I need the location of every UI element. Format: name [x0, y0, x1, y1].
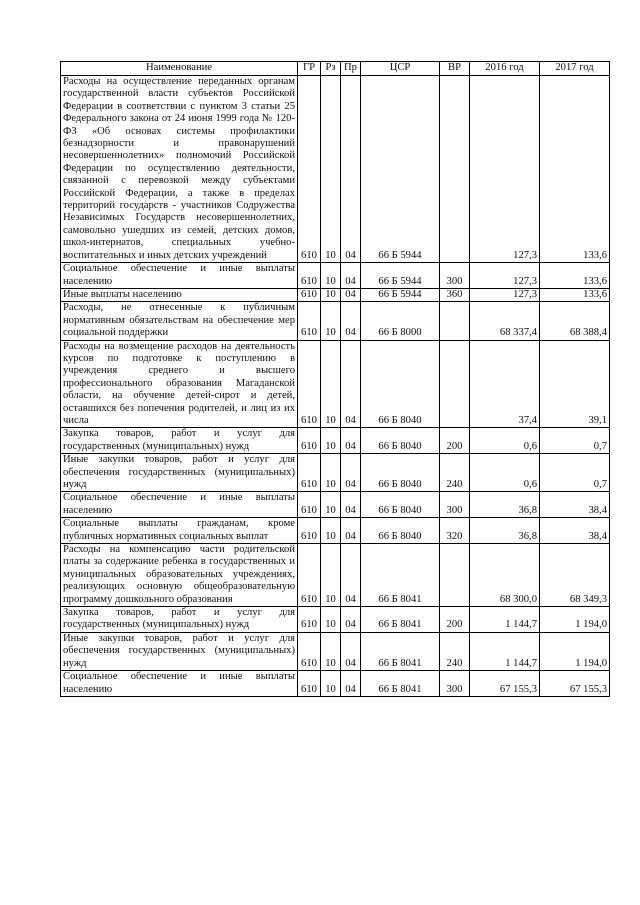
row-name: Социальное обеспечение и иные выплаты населению — [61, 492, 298, 518]
row-2016: 0,6 — [470, 454, 540, 492]
row-csr: 66 Б 5944 — [361, 76, 440, 263]
header-2016: 2016 год — [470, 62, 540, 76]
header-row — [61, 62, 610, 76]
table-row — [61, 76, 610, 263]
row-2017: 133,6 — [540, 288, 610, 301]
table-row — [61, 340, 610, 428]
row-vr: 360 — [440, 288, 470, 301]
row-vr: 300 — [440, 263, 470, 289]
table-row — [61, 518, 610, 544]
row-csr: 66 Б 8041 — [361, 544, 440, 607]
row-2017: 38,4 — [540, 518, 610, 544]
table-row — [61, 607, 610, 633]
row-pr: 04 — [341, 492, 361, 518]
row-vr: 240 — [440, 632, 470, 670]
row-rz: 10 — [321, 454, 341, 492]
row-name: Социальные выплаты гражданам, кроме публичных нормативных социальных выплат — [61, 518, 298, 544]
row-2017: 133,6 — [540, 263, 610, 289]
row-rz: 10 — [321, 263, 341, 289]
row-csr: 66 Б 8000 — [361, 302, 440, 340]
table-row — [61, 302, 610, 340]
row-vr — [440, 76, 470, 263]
row-2017: 133,6 — [540, 76, 610, 263]
row-pr: 04 — [341, 340, 361, 428]
row-gr: 610 — [298, 492, 321, 518]
row-name: Закупка товаров, работ и услуг для государственных (муниципальных) нужд — [61, 607, 298, 633]
row-2017: 1 194,0 — [540, 632, 610, 670]
row-pr: 04 — [341, 428, 361, 454]
budget-table — [60, 61, 610, 697]
row-csr: 66 Б 8040 — [361, 428, 440, 454]
row-2016: 127,3 — [470, 288, 540, 301]
row-rz: 10 — [321, 607, 341, 633]
row-pr: 04 — [341, 544, 361, 607]
row-2016: 36,8 — [470, 492, 540, 518]
row-gr: 610 — [298, 288, 321, 301]
row-2017: 0,7 — [540, 428, 610, 454]
row-rz: 10 — [321, 544, 341, 607]
header-rz: Рз — [321, 62, 341, 76]
row-gr: 610 — [298, 544, 321, 607]
row-rz: 10 — [321, 492, 341, 518]
row-name: Расходы на возмещение расходов на деятельность курсов по подготовке к поступлению в учреждения среднего и высшего профессионального образования Магаданской области, на обучение детей-сирот и детей, оставшихся без попечения родителей, и лиц из их числа — [61, 340, 298, 428]
row-pr: 04 — [341, 302, 361, 340]
row-2017: 67 155,3 — [540, 671, 610, 697]
row-pr: 04 — [341, 518, 361, 544]
row-2017: 38,4 — [540, 492, 610, 518]
header-gr: ГР — [298, 62, 321, 76]
row-vr: 200 — [440, 428, 470, 454]
row-2017: 0,7 — [540, 454, 610, 492]
row-2017: 39,1 — [540, 340, 610, 428]
table-row — [61, 428, 610, 454]
row-gr: 610 — [298, 340, 321, 428]
row-csr: 66 Б 8040 — [361, 492, 440, 518]
row-csr: 66 Б 8040 — [361, 454, 440, 492]
row-csr: 66 Б 8041 — [361, 671, 440, 697]
row-gr: 610 — [298, 518, 321, 544]
row-2017: 68 349,3 — [540, 544, 610, 607]
table-row — [61, 263, 610, 289]
row-vr — [440, 544, 470, 607]
row-2016: 67 155,3 — [470, 671, 540, 697]
table-row — [61, 492, 610, 518]
row-vr: 200 — [440, 607, 470, 633]
row-gr: 610 — [298, 263, 321, 289]
row-2016: 1 144,7 — [470, 607, 540, 633]
header-name: Наименование — [61, 62, 298, 76]
row-2016: 68 300,0 — [470, 544, 540, 607]
row-pr: 04 — [341, 607, 361, 633]
row-rz: 10 — [321, 671, 341, 697]
row-vr — [440, 340, 470, 428]
row-pr: 04 — [341, 454, 361, 492]
row-name: Иные выплаты населению — [61, 288, 298, 301]
row-name: Социальное обеспечение и иные выплаты населению — [61, 671, 298, 697]
row-2017: 1 194,0 — [540, 607, 610, 633]
row-vr: 320 — [440, 518, 470, 544]
row-gr: 610 — [298, 302, 321, 340]
row-name: Иные закупки товаров, работ и услуг для обеспечения государственных (муниципальных) нужд — [61, 632, 298, 670]
row-rz: 10 — [321, 632, 341, 670]
header-2017: 2017 год — [540, 62, 610, 76]
row-2016: 36,8 — [470, 518, 540, 544]
row-2016: 37,4 — [470, 340, 540, 428]
row-pr: 04 — [341, 288, 361, 301]
row-vr: 300 — [440, 671, 470, 697]
row-gr: 610 — [298, 607, 321, 633]
row-gr: 610 — [298, 76, 321, 263]
row-gr: 610 — [298, 454, 321, 492]
row-2016: 1 144,7 — [470, 632, 540, 670]
row-2016: 0,6 — [470, 428, 540, 454]
row-name: Иные закупки товаров, работ и услуг для обеспечения государственных (муниципальных) нужд — [61, 454, 298, 492]
table-row — [61, 671, 610, 697]
row-pr: 04 — [341, 671, 361, 697]
row-2016: 127,3 — [470, 263, 540, 289]
row-pr: 04 — [341, 76, 361, 263]
row-gr: 610 — [298, 671, 321, 697]
row-csr: 66 Б 8040 — [361, 340, 440, 428]
row-csr: 66 Б 8040 — [361, 518, 440, 544]
row-vr: 240 — [440, 454, 470, 492]
row-rz: 10 — [321, 288, 341, 301]
row-2016: 127,3 — [470, 76, 540, 263]
row-name: Расходы, не отнесенные к публичным нормативным обязательствам на обеспечение мер социальной поддержки — [61, 302, 298, 340]
row-2016: 68 337,4 — [470, 302, 540, 340]
row-rz: 10 — [321, 428, 341, 454]
table-row — [61, 632, 610, 670]
row-rz: 10 — [321, 340, 341, 428]
row-csr: 66 Б 5944 — [361, 288, 440, 301]
row-vr: 300 — [440, 492, 470, 518]
row-csr: 66 Б 8041 — [361, 632, 440, 670]
row-rz: 10 — [321, 302, 341, 340]
row-rz: 10 — [321, 518, 341, 544]
row-csr: 66 Б 5944 — [361, 263, 440, 289]
row-name: Расходы на компенсацию части родительской платы за содержание ребенка в государственных и муниципальных образовательных учреждениях, реализующих основную общеобразовательную программу дошкольного образования — [61, 544, 298, 607]
row-rz: 10 — [321, 76, 341, 263]
row-pr: 04 — [341, 632, 361, 670]
row-name: Расходы на осуществление переданных органам государственной власти субъектов Российской Федерации в соответствии с пунктом 3 статьи 25 Федерального закона от 24 июня 1999 года № 120-ФЗ «Об основах системы профилактики безнадзорности и правонарушений несовершеннолетних» полномочий Российской Федерации по осуществлению деятельности, связанной с перевозкой между субъектами Российской Федерации, а также в пределах территорий государств - участников Содружества Независимых Государств несовершеннолетних, самовольно ушедших из семей, детских домов, школ-интернатов, специальных учебно-воспитательных и иных детских учреждений — [61, 76, 298, 263]
table-row — [61, 288, 610, 301]
row-gr: 610 — [298, 428, 321, 454]
row-pr: 04 — [341, 263, 361, 289]
header-pr: Пр — [341, 62, 361, 76]
row-name: Социальное обеспечение и иные выплаты населению — [61, 263, 298, 289]
row-2017: 68 388,4 — [540, 302, 610, 340]
row-csr: 66 Б 8041 — [361, 607, 440, 633]
row-name: Закупка товаров, работ и услуг для государственных (муниципальных) нужд — [61, 428, 298, 454]
row-gr: 610 — [298, 632, 321, 670]
table-row — [61, 544, 610, 607]
table-row — [61, 454, 610, 492]
header-vr: ВР — [440, 62, 470, 76]
row-vr — [440, 302, 470, 340]
header-csr: ЦСР — [361, 62, 440, 76]
